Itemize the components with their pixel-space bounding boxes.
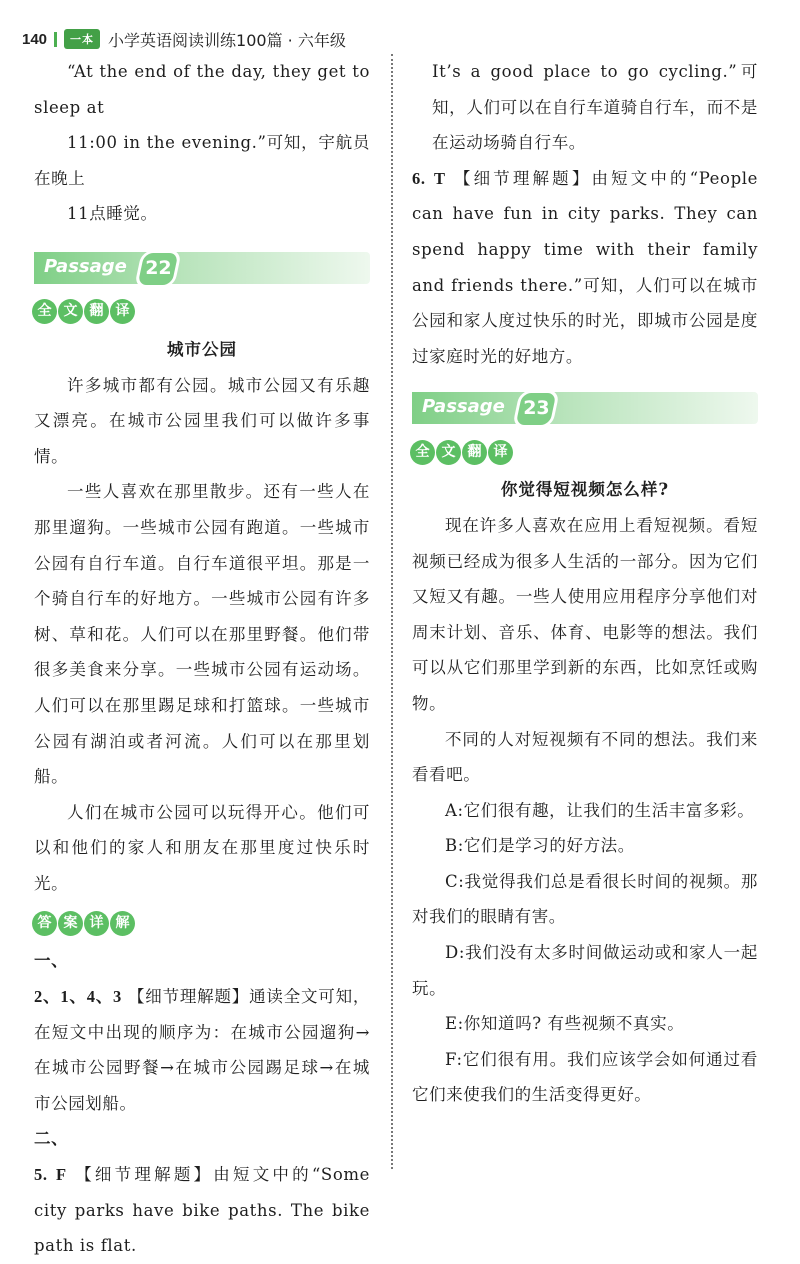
left-column (34, 54, 370, 1264)
explanation: 由短文中的“Some city parks have bike paths. The bike path is flat. (34, 1165, 370, 1256)
tag-char: 答 (32, 911, 57, 936)
passage-label: Passage (44, 255, 127, 277)
tag-char: 详 (84, 911, 109, 936)
passage-number: 23 (522, 397, 550, 420)
passage-label: Passage (422, 396, 505, 418)
book-title: 小学英语阅读训练100篇 · 六年级 (108, 30, 346, 50)
article-paragraph-1: 许多城市都有公园。城市公园又有乐趣又漂亮。在城市公园里我们可以做许多事情。 (34, 375, 370, 466)
tag-char: 文 (58, 299, 83, 324)
question-type: 【细节理解题】 (453, 168, 592, 188)
article-paragraph-3: 人们在城市公园可以玩得开心。他们可以和他们的家人和朋友在那里度过快乐时光。 (34, 802, 370, 893)
opinion-b: B:它们是学习的好方法。 (445, 836, 635, 856)
opinion-c: C:我觉得我们总是看很长时间的视频。那对我们的眼睛有害。 (412, 871, 758, 927)
opinion-f: F:它们很有用。我们应该学会如何通过看它们来使我们的生活变得更好。 (412, 1049, 758, 1105)
article-paragraph-1: 现在许多人喜欢在应用上看短视频。看短视频已经成为很多人生活的一部分。因为它们又短又有趣。一些人使用应用程序分享他们对周末计划、音乐、体育、电影等的想法。我们可以从它们那里学到新的东西，比如烹饪或购物。 (412, 515, 758, 713)
opinion-a: A:它们很有趣，让我们的生活丰富多彩。 (445, 800, 755, 820)
question-type: 【细节理解题】 (127, 987, 250, 1007)
section-heading-1: 一、 (34, 951, 69, 971)
question-6 (412, 161, 758, 375)
opinion-e: E:你知道吗? 有些视频不真实。 (445, 1014, 685, 1034)
answer-value: F (56, 1165, 67, 1185)
page-number: 140 (22, 30, 48, 48)
translation-tag (32, 292, 370, 332)
page-header (22, 26, 346, 52)
passage-number: 22 (144, 256, 172, 279)
header-divider (54, 32, 57, 47)
article-title: 你觉得短视频怎么样? (500, 480, 670, 500)
opinion-d: D:我们没有太多时间做运动或和家人一起玩。 (412, 943, 758, 998)
tag-char: 译 (488, 440, 513, 465)
tag-char: 案 (58, 911, 83, 936)
article-paragraph-2: 一些人喜欢在那里散步。还有一些人在那里遛狗。一些城市公园有跑道。一些城市公园有自行车道。自行车道很平坦。那是一个骑自行车的好地方。一些城市公园有许多树、草和花。人们可以在那里野餐。他们带很多美食来分享。一些城市公园有运动场。人们可以在那里踢足球和打篮球。一些城市公园有湖泊或者河流。人们可以在那里划船。 (34, 482, 370, 787)
intro-line-3: 11点睡觉。 (67, 204, 158, 224)
answer-tag (32, 903, 370, 943)
article-title: 城市公园 (167, 339, 237, 359)
right-column (412, 54, 758, 1113)
brand-logo: 一本 (64, 29, 100, 49)
tag-char: 解 (110, 911, 135, 936)
section-heading-2: 二、 (34, 1129, 69, 1149)
article-paragraph-2: 不同的人对短视频有不同的想法。我们来看看吧。 (412, 729, 758, 785)
question-type: 【细节理解题】 (75, 1165, 214, 1185)
tag-char: 翻 (462, 440, 487, 465)
question-number: 6. (412, 168, 426, 188)
column-divider (391, 54, 393, 1169)
question-5 (34, 1157, 370, 1264)
intro-line-2: 11:00 in the evening.”可知，宇航员在晚上 (34, 133, 370, 188)
translation-tag (410, 432, 758, 472)
question-number: 5. (34, 1165, 48, 1185)
answer-value: T (433, 168, 446, 188)
intro-line-1: “At the end of the day, they get to sleep at (34, 62, 370, 117)
answer-value: 2、1、4、3 (34, 987, 122, 1007)
question-order-answer (34, 979, 370, 1121)
explanation: 由短文中的“People can have fun in city parks. They can spend happy time with their family and friends there.”可知，人们可以在城市公园和家人度过快乐的时光，即城市公园是度过家庭时光的好地方。 (412, 168, 758, 366)
tag-char: 译 (110, 299, 135, 324)
tag-char: 全 (32, 299, 57, 324)
tag-char: 全 (410, 440, 435, 465)
passage-23-banner (412, 386, 758, 432)
tag-char: 翻 (84, 299, 109, 324)
question-5-continued: It’s a good place to go cycling.”可知，人们可以在自行车道骑自行车，而不是在运动场骑自行车。 (432, 62, 758, 153)
passage-22-banner (34, 246, 370, 292)
tag-char: 文 (436, 440, 461, 465)
explanation: 通读全文可知，在短文中出现的顺序为：在城市公园遛狗→在城市公园野餐→在城市公园踢足球→在城市公园划船。 (34, 987, 371, 1113)
